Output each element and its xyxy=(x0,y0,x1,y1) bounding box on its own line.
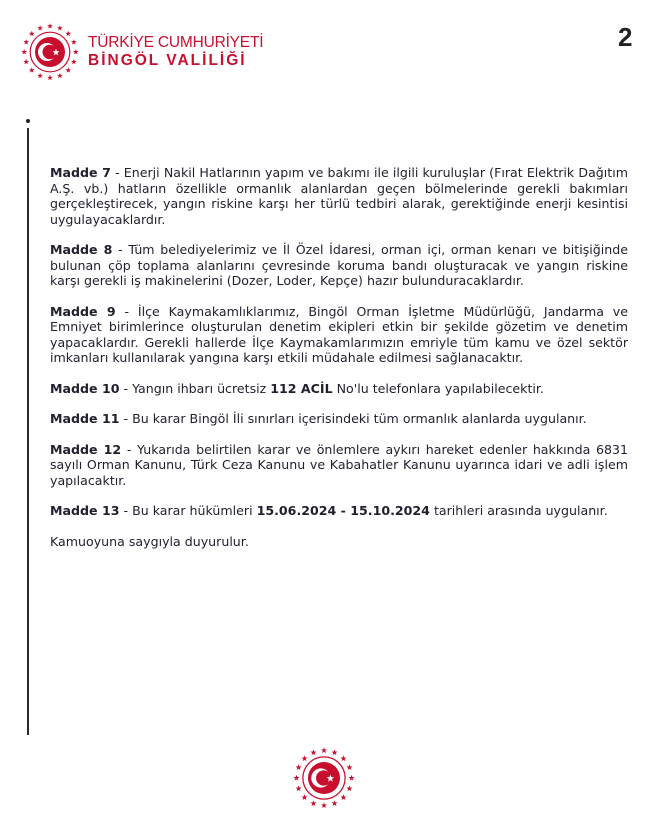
seal-star xyxy=(331,800,337,806)
seal-star xyxy=(348,775,354,781)
institution-name-line2: BİNGÖL VALİLİĞİ xyxy=(88,52,247,69)
article-text: - Tüm belediyelerimiz ve İl Özel İdaresi, orman içi, orman kenarı ve bitişiğinde bulunan çöp toplama alanlarını çevresinde koruma bandı oluşturacak ve yangın riskine karşı gerekli iş makinelerini (Dozer, Loder, Kepçe) hazır bulunduracaklardır. xyxy=(50,242,628,288)
article-text: - Yukarıda belirtilen karar ve önlemlere aykırı hareket edenler hakkında 6831 sayılı Orman Kanunu, Türk Ceza Kanunu ve Kabahatler Kanunu uyarınca idari ve adli işlem yapılacaktır. xyxy=(50,441,629,488)
seal-star xyxy=(57,73,63,78)
seal-star xyxy=(37,25,43,30)
seal-star xyxy=(47,23,53,28)
seal-star xyxy=(71,39,77,44)
article-text: No'lu telefonlara yapılabilecektir. xyxy=(332,380,544,396)
seal-star xyxy=(293,775,299,781)
seal-star xyxy=(321,802,327,808)
seal-star xyxy=(21,49,27,54)
margin-dot xyxy=(26,119,30,123)
article-11 xyxy=(50,411,628,427)
article-label: Madde 11 xyxy=(50,411,120,426)
article-7 xyxy=(50,165,628,227)
article-text: - İlçe Kaymakamlıklarımız, Bingöl Orman İşletme Müdürlüğü, Jandarma ve Emniyet birimlerince oluşturulan denetim ekipleri etkin bir şekilde gözetim ve denetim yapacaklardır. Gerekli hallerde İlçe Kaymakamlarımızın emriyle tüm kamu ve özel sektör imkanları kullanılarak yangına karşı etkili müdahale edilmesi sağlanacaktır. xyxy=(50,303,629,365)
article-text: tarihleri arasında uygulanır. xyxy=(429,503,608,518)
seal-star xyxy=(346,785,352,791)
seal-star xyxy=(296,764,302,770)
seal-star xyxy=(296,785,302,791)
seal-star xyxy=(310,749,316,755)
seal-star xyxy=(340,794,346,800)
article-label: Madde 7 xyxy=(50,165,111,180)
seal-star xyxy=(71,59,77,64)
institution-name-line1: TÜRKİYE CUMHURİYETİ xyxy=(88,34,264,51)
page-number: 2 xyxy=(618,22,633,52)
seal-star xyxy=(47,75,53,80)
article-label: Madde 10 xyxy=(50,380,120,396)
closing-statement: Kamuoyuna saygıyla duyurulur. xyxy=(50,533,249,549)
article-text: - Enerji Nakil Hatlarının yapım ve bakımı ile ilgili kuruluşlar (Fırat Elektrik Dağıtım A.Ş. vb.) hatların özellikle ormanlık alanlardan geçen bölmelerinde gerekli bakımları gerçekleştirecek, yangın riskine karşı her türlü tedbiri alarak, gerektiğinde enerji kesintisi uygulayacaklardır. xyxy=(50,165,628,227)
article-text: - Bu karar Bingöl İli sınırları içerisindeki tüm ormanlık alanlarda uygulanır. xyxy=(119,411,587,426)
document-body xyxy=(50,165,628,564)
seal-star xyxy=(340,755,346,761)
turkish-presidential-seal-icon xyxy=(292,746,356,810)
article-9 xyxy=(50,304,628,366)
turkish-presidential-seal-icon xyxy=(20,22,80,82)
article-8 xyxy=(50,242,628,289)
letterhead xyxy=(20,22,640,82)
seal-star xyxy=(65,31,71,36)
seal-star xyxy=(73,49,79,54)
seal-star xyxy=(331,749,337,755)
seal-star xyxy=(29,67,35,72)
seal-star xyxy=(57,25,63,30)
seal-star xyxy=(23,59,29,64)
article-text: - Bu karar hükümleri xyxy=(119,503,257,518)
article-10 xyxy=(50,381,628,397)
seal-star xyxy=(301,794,307,800)
article-label: Madde 9 xyxy=(50,303,116,319)
article-label: Madde 13 xyxy=(50,503,120,518)
seal-star xyxy=(23,39,29,44)
seal-star xyxy=(321,747,327,753)
article-13 xyxy=(50,503,628,519)
seal-star xyxy=(65,67,71,72)
seal-star xyxy=(310,800,316,806)
margin-rule xyxy=(27,128,29,735)
seal-star xyxy=(346,764,352,770)
seal-star xyxy=(37,73,43,78)
article-text: - Yangın ihbarı ücretsiz xyxy=(119,380,271,396)
seal-star xyxy=(301,755,307,761)
emergency-number: 112 ACİL xyxy=(270,380,333,396)
article-label: Madde 8 xyxy=(50,242,113,257)
seal-star xyxy=(29,31,35,36)
article-12 xyxy=(50,442,628,489)
article-label: Madde 12 xyxy=(50,441,122,457)
date-range: 15.06.2024 - 15.10.2024 xyxy=(256,503,430,518)
